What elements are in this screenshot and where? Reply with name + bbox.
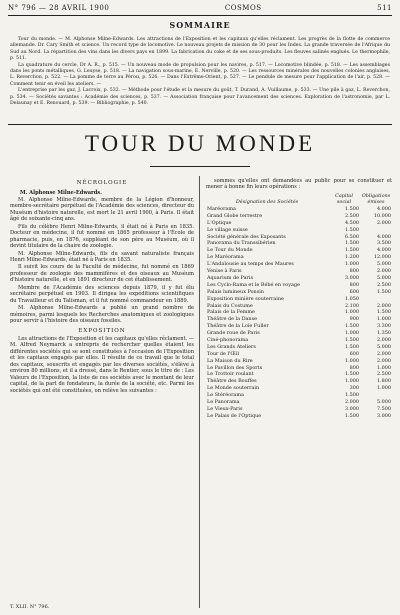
- table-row: [206, 268, 392, 275]
- table-row: [206, 406, 392, 413]
- society-name: Tour de l'Œil: [207, 350, 240, 357]
- left-column: [10, 178, 194, 608]
- table-header-row: [206, 193, 392, 206]
- table-row: [206, 206, 392, 213]
- capital-table: [206, 193, 392, 420]
- table-row: [206, 364, 392, 371]
- capital-value: 3.000: [344, 274, 359, 281]
- table-row: [206, 220, 392, 227]
- header-societies: Désignation des Sociétés: [235, 199, 299, 206]
- obligations-value: 3.000: [376, 412, 391, 419]
- section-heading-exposition: EXPOSITION: [78, 327, 126, 334]
- obituary-paragraph: Membre de l'Académie des sciences depuis 1879, il y fut élu secrétaire perpétuel en 1903. Il dirigea les expéditions scientifiques du Travailleur et du Talisman, et il fut nommé commandeur en 1889.: [10, 284, 194, 304]
- capital-value: 1.000: [344, 378, 359, 385]
- society-name: Les Grands Ateliers: [207, 343, 256, 350]
- obligations-value: 1.000: [376, 385, 391, 392]
- table-row: [206, 344, 392, 351]
- table-row: [206, 323, 392, 330]
- society-name: Le Maréorama: [207, 254, 244, 261]
- table-row: [206, 275, 392, 282]
- column-divider: [199, 176, 200, 608]
- table-row: [206, 233, 392, 240]
- obligations-value: [360, 226, 392, 233]
- capital-value: 1.500: [344, 206, 359, 213]
- obligations-value: 4.000: [376, 206, 391, 213]
- obligations-value: 2.000: [376, 302, 391, 309]
- summary-paragraph: La quadrature du cercle, Dr A. R., p. 515. — Un nouveau mode de propulsion pour les navires, p. 517. — Locomotive blindée, p. 518. — Les assemblages dans les ponts métalliques, G. Leuyse, p. 518. — La navigation sous-marine, E. Nerville, p. 520. — Les ressources minérales des nouvelles colonies anglaises, L. Reverchon, p. 522. — La pomme de terre au Pérou, p. 526. — Dans l'Extrême-Orient, p. 527. — Le pendule de mesure pour l'application de l'air, p. 528. — Comment tenir en éveil les ateliers. —: [10, 62, 390, 87]
- table-row: [206, 357, 392, 364]
- obligations-value: 2.500: [376, 281, 391, 288]
- capital-value: 1.000: [344, 261, 359, 268]
- table-row: [206, 413, 392, 420]
- section-heading-necrologie: NÉCROLOGIE: [76, 180, 128, 186]
- obligations-value: 2.500: [376, 371, 391, 378]
- society-name: Le Monde souterrain: [207, 385, 260, 392]
- obligations-value: 10.000: [373, 212, 391, 219]
- capital-value: 1.500: [344, 240, 359, 247]
- obligations-value: [360, 295, 392, 302]
- society-name: Venise à Paris: [207, 268, 242, 275]
- obligations-value: 12.000: [373, 254, 391, 261]
- obligations-value: [360, 392, 392, 399]
- table-row: [206, 385, 392, 392]
- society-name: Le Pavillon des Sports: [207, 364, 263, 371]
- obligations-value: 1.500: [376, 288, 391, 295]
- table-row: [206, 247, 392, 254]
- capital-value: 1.500: [344, 371, 359, 378]
- table-row: [206, 226, 392, 233]
- page-number: 511: [377, 4, 392, 12]
- society-name: Palais lumineux Ponsin: [207, 288, 264, 295]
- table-row: [206, 399, 392, 406]
- society-name: Le Vieux-Paris: [207, 405, 243, 412]
- table-row: [206, 330, 392, 337]
- table-row: [206, 261, 392, 268]
- capital-value: 300: [349, 385, 359, 392]
- exposition-paragraph: Les attractions de l'Exposition et les capitaux qu'elles réclament. — M. Alfred Neymarck a entrepris de rechercher quelles étaient les différentes sociétés qui se sont constituées à l'occasion de l'Exposition et les capitaux engagés par elles. Il résulte de ce travail que le total des capitaux, souscrits et engagés par les diverses sociétés, s'élève à environ 80 millions, et il a dressé, dans le Rentier, sous le titre de : Les Valeurs de l'Exposition, la liste de ces sociétés avec le montant de leur capital, de la part de fondateurs, la durée de la société, etc. Parmi les sociétés qui ont été constituées, on relève les suivantes :: [10, 335, 194, 394]
- obligations-value: 3.300: [376, 323, 391, 330]
- right-column: [206, 178, 392, 608]
- capital-value: 2.100: [344, 302, 359, 309]
- table-intro: sommes qu'elles ont demandées au public pour se constituer et mener à bonne fin leurs opérations :: [206, 178, 392, 191]
- table-row: [206, 289, 392, 296]
- society-name: Le Tour du Monde: [207, 247, 253, 254]
- society-name: Le Palais de l'Optique: [207, 412, 262, 419]
- capital-value: 1.500: [344, 392, 359, 399]
- obligations-value: 1.800: [376, 378, 391, 385]
- table-row: [206, 337, 392, 344]
- society-name: Société générale des Exposants: [207, 233, 286, 240]
- obligations-value: 4.000: [376, 233, 391, 240]
- obituary-paragraph: M. Alphonse Milne-Edwards a publié un grand nombre de mémoires, parmi lesquels les Recherches anatomiques et zoologiques pour servir à l'histoire des oiseaux fossiles.: [10, 305, 194, 325]
- summary-block: [10, 37, 390, 108]
- section-rule: [8, 124, 392, 125]
- capital-value: 1.500: [344, 247, 359, 254]
- obituary-paragraph: Fils du célèbre Henri Milne-Edwards, il était né à Paris en 1835. Docteur en médecine, il fut nommé en 1865 professeur à l'École de pharmacie, puis, en 1876, suppléant de son père au Muséum, où il devint titulaire de la chaire de zoologie.: [10, 223, 194, 250]
- capital-value: 1.000: [344, 357, 359, 364]
- society-name: Maréorama: [207, 206, 236, 213]
- society-name: Grande roue de Paris: [207, 330, 260, 337]
- capital-value: 1.200: [344, 254, 359, 261]
- obligations-value: 2.000: [376, 350, 391, 357]
- table-row: [206, 351, 392, 358]
- obligations-value: 4.000: [376, 247, 391, 254]
- capital-value: 1.500: [344, 336, 359, 343]
- header-obligations: Obligations émises: [361, 192, 391, 206]
- summary-paragraph: Tour du monde. — M. Alphonse Milne-Edwards. Les attractions de l'Exposition et les capitaux qu'elles réclament. Les progrès de la flotte de commerce allemande. Dr. Cary Smith et science. Un record type de locomotive. Le nouveau projets de mission de 30 pour les Indes. La grande traversée de l'Afrique du Sud au Nord. La répartition des vins dans les divers pays en 1899. La fabrication du coke et de ses sous-produits. Les fleuves salinés englués. Le thermophile, p. 511.: [10, 37, 390, 61]
- capital-value: 900: [349, 316, 359, 323]
- capital-value: 800: [349, 364, 359, 371]
- society-name: Le Trottoir roulant: [207, 371, 254, 378]
- obligations-value: 5.000: [376, 398, 391, 405]
- journal-name: COSMOS: [224, 4, 262, 12]
- society-name: Les Cyclo-Rama et le Bébé en voyage: [207, 281, 300, 288]
- obligations-value: 5.000: [376, 274, 391, 281]
- society-name: Le Panorama: [207, 398, 240, 405]
- capital-value: 600: [349, 350, 359, 357]
- capital-value: 1.500: [344, 343, 359, 350]
- capital-value: 2.000: [344, 398, 359, 405]
- society-name: Théâtre de la Loïe Fuller: [207, 323, 269, 330]
- society-name: Aquarium de Paris: [207, 274, 253, 281]
- capital-value: 6.500: [344, 233, 359, 240]
- capital-value: 1.050: [344, 295, 359, 302]
- tour-du-monde-title: TOUR DU MONDE: [84, 131, 316, 156]
- page-signature: T. XLII. N° 796.: [10, 604, 50, 610]
- table-row: [206, 392, 392, 399]
- table-row: [206, 240, 392, 247]
- table-row: [206, 213, 392, 220]
- table-row: [206, 309, 392, 316]
- obituary-paragraph: M. Alphonse Milne-Edwards, membre de la Légion d'honneur, membre-secrétaire perpétuel de l'Académie des sciences, directeur du Muséum d'histoire naturelle, est mort le 21 avril 1900, à Paris. Il était âgé de soixante-cinq ans.: [10, 196, 194, 223]
- society-name: L'Optique: [207, 219, 232, 226]
- table-row: [206, 254, 392, 261]
- table-row: [206, 282, 392, 289]
- obligations-value: 2.000: [376, 357, 391, 364]
- table-row: [206, 295, 392, 302]
- obligations-value: 1.000: [376, 316, 391, 323]
- table-body: [206, 206, 392, 420]
- obligations-value: 1.000: [376, 364, 391, 371]
- capital-value: 1.000: [344, 309, 359, 316]
- capital-value: 3.000: [344, 405, 359, 412]
- obligations-value: 2.000: [376, 336, 391, 343]
- society-name: Exposition minière souterraine: [207, 295, 284, 302]
- table-row: [206, 302, 392, 309]
- summary-paragraph: L'entreprise par les gaz, J. Lacroix, p. 532. — Méthode pour l'étude et la mesure du goût, T. Durand, A. Vuillaume, p. 533. — Une pile à gaz, L. Reverchon, p. 534. — Sociétés savantes : Académie des sciences, p. 537. — Association française pour l'avancement des sciences. Exploration de l'astronomie, par L. Delaunay et E. Renouard, p. 539. — Bibliographie, p. 540.: [10, 88, 390, 106]
- sommaire-title: SOMMAIRE: [169, 20, 231, 30]
- header-capital: Capital social: [335, 192, 353, 206]
- society-name: Le village suisse: [207, 226, 248, 233]
- society-name: Palais de la Femme: [207, 309, 255, 316]
- capital-value: 800: [349, 281, 359, 288]
- table-row: [206, 316, 392, 323]
- obligations-value: 3.500: [376, 240, 391, 247]
- obituary-paragraph: Il suivit les cours de la Faculté de médecine, fut nommé en 1869 professeur de zoologie des mammifères et des oiseaux au Muséum d'histoire naturelle, et en 1891 directeur de cet établissement.: [10, 264, 194, 284]
- society-name: Le Stéréorama: [207, 392, 244, 399]
- obligations-value: 1.500: [376, 309, 391, 316]
- society-name: Ciné-phonorama: [207, 336, 249, 343]
- society-name: Grand Globe terrestre: [207, 212, 263, 219]
- capital-value: 600: [349, 288, 359, 295]
- header-rule: [8, 15, 392, 16]
- obligations-value: 5.000: [376, 261, 391, 268]
- obligations-value: 7.500: [376, 405, 391, 412]
- society-name: L'Andalousie au temps des Maures: [207, 261, 294, 268]
- society-name: Théâtre des Bouffes: [207, 378, 257, 385]
- obligations-value: 2.000: [376, 268, 391, 275]
- table-row: [206, 371, 392, 378]
- capital-value: 2.500: [344, 212, 359, 219]
- table-row: [206, 378, 392, 385]
- capital-value: 1.000: [344, 330, 359, 337]
- capital-value: 4.500: [344, 219, 359, 226]
- society-name: Théâtre de la Danse: [207, 316, 257, 323]
- capital-value: 1.500: [344, 323, 359, 330]
- issue-number: N° 796 — 28 AVRIL 1900: [8, 4, 110, 12]
- society-name: Panorama du Transsibérien: [207, 240, 276, 247]
- capital-value: 800: [349, 268, 359, 275]
- capital-value: 1.500: [344, 226, 359, 233]
- society-name: Palais du Costume: [207, 302, 253, 309]
- obligations-value: 1.350: [376, 330, 391, 337]
- obituary-paragraph: M. Alphonse Milne-Edwards, fils du savant naturaliste français Henri Milne-Edwards, était né à Paris en 1835.: [10, 250, 194, 263]
- obituary-name: M. Alphonse Milne-Edwards.: [20, 190, 102, 197]
- obligations-value: 2.000: [376, 219, 391, 226]
- capital-value: 1.500: [344, 412, 359, 419]
- running-header: [8, 2, 392, 14]
- society-name: La Maison du Rire: [207, 357, 253, 364]
- obligations-value: 5.000: [376, 343, 391, 350]
- title-ornament-rule: [150, 166, 250, 167]
